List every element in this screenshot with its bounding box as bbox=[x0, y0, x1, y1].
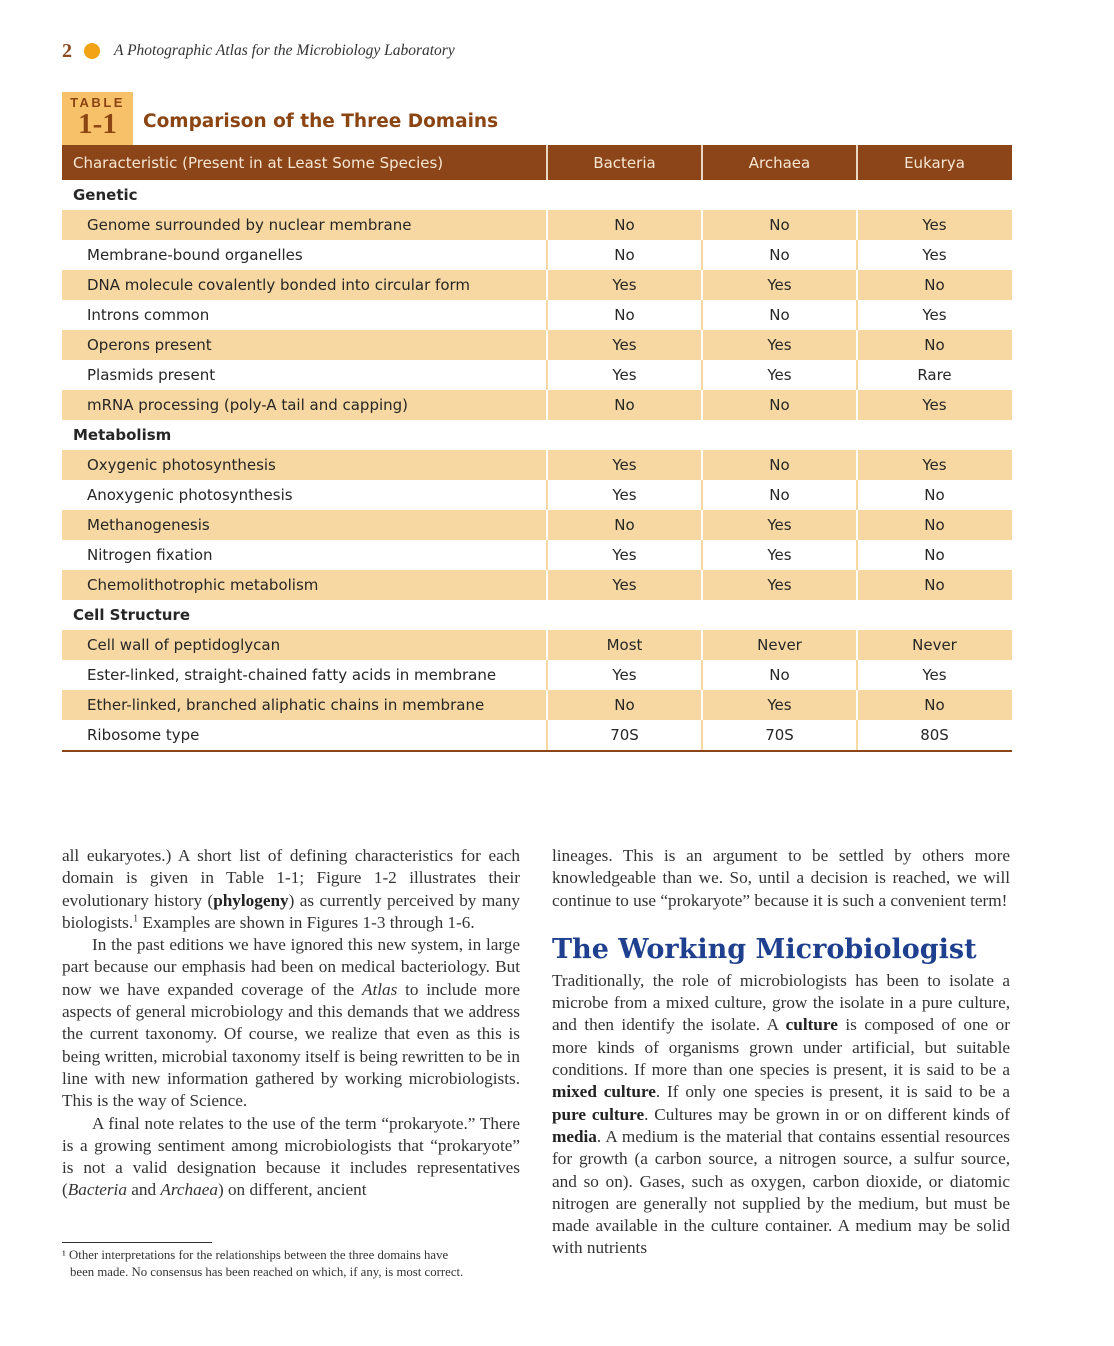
bold-term: pure culture bbox=[552, 1104, 645, 1124]
eukarya-cell: No bbox=[856, 540, 1011, 570]
table-row bbox=[62, 720, 1012, 750]
comparison-table bbox=[62, 145, 1012, 752]
archaea-cell: No bbox=[701, 390, 856, 420]
table-bottom-rule bbox=[62, 750, 1012, 752]
footnote-ref: 1 bbox=[133, 913, 139, 925]
eukarya-cell: 80S bbox=[856, 720, 1011, 750]
table-row bbox=[62, 570, 1012, 600]
text-run: ) on different, ancient bbox=[217, 1180, 367, 1200]
table-row bbox=[62, 660, 1012, 690]
table-row bbox=[62, 450, 1012, 480]
paragraph bbox=[62, 845, 520, 934]
text-run: A final note relates to the use of the term “prokaryote.” There is a growing sentiment among microbiologists that “prokaryote” is not a valid designation because it includes representatives ( bbox=[62, 1113, 520, 1200]
bacteria-cell: Yes bbox=[546, 270, 701, 300]
header-characteristic: Characteristic (Present in at Least Some Species) bbox=[73, 153, 444, 172]
eukarya-cell: Yes bbox=[856, 390, 1011, 420]
bold-term: culture bbox=[785, 1015, 838, 1035]
archaea-cell: No bbox=[701, 300, 856, 330]
footnote-rule bbox=[62, 1242, 212, 1243]
page-number: 2 bbox=[62, 39, 72, 62]
bacteria-cell: No bbox=[546, 390, 701, 420]
footnote-line: been made. No consensus has been reached on which, if any, is most correct. bbox=[70, 1265, 464, 1279]
table-row bbox=[62, 270, 1012, 300]
eukarya-cell: Yes bbox=[856, 210, 1011, 240]
eukarya-cell: Never bbox=[856, 630, 1011, 660]
table-row bbox=[62, 240, 1012, 270]
characteristic-cell: Introns common bbox=[87, 306, 210, 324]
footnote bbox=[62, 1247, 522, 1281]
eukarya-cell: No bbox=[856, 270, 1011, 300]
archaea-cell: Yes bbox=[701, 570, 856, 600]
table-label-number: 1-1 bbox=[78, 108, 117, 140]
bacteria-cell: No bbox=[546, 300, 701, 330]
characteristic-cell: mRNA processing (poly-A tail and capping) bbox=[87, 396, 409, 414]
bacteria-cell: Yes bbox=[546, 570, 701, 600]
bacteria-cell: Yes bbox=[546, 450, 701, 480]
header-eukarya: Eukarya bbox=[856, 145, 1011, 180]
eukarya-cell: No bbox=[856, 480, 1011, 510]
bacteria-cell: No bbox=[546, 510, 701, 540]
right-column bbox=[552, 845, 1010, 1260]
table-row bbox=[62, 300, 1012, 330]
characteristic-cell: Nitrogen fixation bbox=[87, 546, 213, 564]
eukarya-cell: Yes bbox=[856, 240, 1011, 270]
eukarya-cell: No bbox=[856, 330, 1011, 360]
archaea-cell: Yes bbox=[701, 330, 856, 360]
text-run: Traditionally, the role of microbiologists has been to isolate a microbe from a mixed culture, grow the isolate in a pure culture, and then identify the isolate. A bbox=[552, 970, 1010, 1035]
eukarya-cell: No bbox=[856, 690, 1011, 720]
italic-term: Atlas bbox=[361, 979, 398, 999]
text-run: ) as currently perceived by many biologists. bbox=[62, 890, 520, 932]
archaea-cell: Yes bbox=[701, 510, 856, 540]
characteristic-cell: Chemolithotrophic metabolism bbox=[87, 576, 319, 594]
bullet-dot-icon bbox=[84, 43, 100, 59]
characteristic-cell: Plasmids present bbox=[87, 366, 216, 384]
left-column bbox=[62, 845, 520, 1202]
bacteria-cell: Yes bbox=[546, 360, 701, 390]
running-head bbox=[62, 38, 455, 64]
eukarya-cell: No bbox=[856, 570, 1011, 600]
characteristic-cell: Oxygenic photosynthesis bbox=[87, 456, 276, 474]
bacteria-cell: Most bbox=[546, 630, 701, 660]
header-bacteria: Bacteria bbox=[546, 145, 701, 180]
text-run: all eukaryotes.) A short list of defining characteristics for each domain is given in Table 1-1; Figure 1-2 illustrates their evolutionary history ( bbox=[62, 846, 520, 910]
paragraph bbox=[62, 1113, 520, 1202]
paragraph bbox=[552, 845, 1010, 912]
table-row bbox=[62, 540, 1012, 570]
archaea-cell: Yes bbox=[701, 540, 856, 570]
archaea-cell: Yes bbox=[701, 360, 856, 390]
archaea-cell: No bbox=[701, 240, 856, 270]
table-row bbox=[62, 690, 1012, 720]
archaea-cell: No bbox=[701, 660, 856, 690]
section-heading: The Working Microbiologist bbox=[552, 933, 977, 965]
bold-term: media bbox=[552, 1126, 597, 1146]
table-group-heading: Genetic bbox=[73, 186, 138, 204]
characteristic-cell: Ester-linked, straight-chained fatty acids in membrane bbox=[87, 666, 497, 684]
bacteria-cell: No bbox=[546, 210, 701, 240]
header-archaea: Archaea bbox=[701, 145, 856, 180]
bold-term: phylogeny bbox=[213, 890, 289, 910]
characteristic-cell: Genome surrounded by nuclear membrane bbox=[87, 216, 412, 234]
text-run: and bbox=[126, 1180, 161, 1200]
eukarya-cell: No bbox=[856, 510, 1011, 540]
footnote-line: ¹ Other interpretations for the relationships between the three domains have bbox=[62, 1248, 449, 1262]
bold-term: mixed culture bbox=[552, 1082, 656, 1102]
table-row bbox=[62, 210, 1012, 240]
text-run: is composed of one or more kinds of organisms grown under artificial, but suitable conditions. If more than one species is present, it is said to be a bbox=[552, 1015, 1010, 1080]
eukarya-cell: Rare bbox=[856, 360, 1011, 390]
bacteria-cell: Yes bbox=[546, 330, 701, 360]
table-body bbox=[62, 180, 1012, 750]
table-row bbox=[62, 390, 1012, 420]
characteristic-cell: Membrane-bound organelles bbox=[87, 246, 303, 264]
paragraph bbox=[62, 934, 520, 1112]
archaea-cell: No bbox=[701, 210, 856, 240]
table-row bbox=[62, 330, 1012, 360]
bacteria-cell: Yes bbox=[546, 540, 701, 570]
paragraph bbox=[552, 970, 1010, 1260]
table-row bbox=[62, 480, 1012, 510]
archaea-cell: Yes bbox=[701, 270, 856, 300]
characteristic-cell: Cell wall of peptidoglycan bbox=[87, 636, 281, 654]
text-run: . Cultures may be grown in or on different kinds of bbox=[644, 1104, 1010, 1124]
table-header-row bbox=[62, 145, 1012, 180]
table-row bbox=[62, 360, 1012, 390]
bacteria-cell: No bbox=[546, 690, 701, 720]
archaea-cell: 70S bbox=[701, 720, 856, 750]
italic-term: Bacteria bbox=[67, 1180, 127, 1200]
archaea-cell: No bbox=[701, 480, 856, 510]
eukarya-cell: Yes bbox=[856, 450, 1011, 480]
table-label bbox=[62, 92, 133, 145]
characteristic-cell: Operons present bbox=[87, 336, 212, 354]
table-row bbox=[62, 630, 1012, 660]
characteristic-cell: Ribosome type bbox=[87, 726, 200, 744]
characteristic-cell: Anoxygenic photosynthesis bbox=[87, 486, 293, 504]
text-run: to include more aspects of general microbiology and this demands that we address the current taxonomy. Of course, we realize that even as this is being written, microbial taxonomy itself is being rewritten to be in line with new information gathered by working microbiologists. This is the way of Science. bbox=[62, 979, 520, 1111]
text-run: Examples are shown in Figures 1-3 through 1-6. bbox=[138, 912, 475, 932]
bacteria-cell: 70S bbox=[546, 720, 701, 750]
text-run: . A medium is the material that contains essential resources for growth (a carbon source, a nitrogen source, a sulfur source, and so on). Gases, such as oxygen, carbon dioxide, or diatomic nitrogen are generally not supplied by the medium, but must be made available in the culture container. A medium may be solid with nutrients bbox=[552, 1126, 1010, 1258]
characteristic-cell: Ether-linked, branched aliphatic chains in membrane bbox=[87, 696, 485, 714]
archaea-cell: No bbox=[701, 450, 856, 480]
characteristic-cell: Methanogenesis bbox=[87, 516, 210, 534]
eukarya-cell: Yes bbox=[856, 660, 1011, 690]
italic-term: Archaea bbox=[160, 1180, 218, 1200]
table-group-heading: Metabolism bbox=[73, 426, 172, 444]
archaea-cell: Yes bbox=[701, 690, 856, 720]
text-run: . If only one species is present, it is said to be a bbox=[655, 1082, 1010, 1102]
text-run: In the past editions we have ignored this new system, in large part because our emphasis had been on medical bacteriology. But now we have expanded coverage of the bbox=[62, 935, 520, 999]
bacteria-cell: No bbox=[546, 240, 701, 270]
eukarya-cell: Yes bbox=[856, 300, 1011, 330]
table-row bbox=[62, 510, 1012, 540]
table-group-heading: Cell Structure bbox=[73, 606, 191, 624]
bacteria-cell: Yes bbox=[546, 660, 701, 690]
table-title: Comparison of the Three Domains bbox=[143, 111, 499, 132]
bacteria-cell: Yes bbox=[546, 480, 701, 510]
text-run: lineages. This is an argument to be settled by others more knowledgeable than we. So, until a decision is reached, we will continue to use “prokaryote” because it is such a convenient term! bbox=[552, 846, 1010, 910]
table-label-word: TABLE bbox=[70, 95, 125, 110]
archaea-cell: Never bbox=[701, 630, 856, 660]
book-title: A Photographic Atlas for the Microbiology Laboratory bbox=[114, 42, 455, 59]
characteristic-cell: DNA molecule covalently bonded into circular form bbox=[87, 276, 471, 294]
